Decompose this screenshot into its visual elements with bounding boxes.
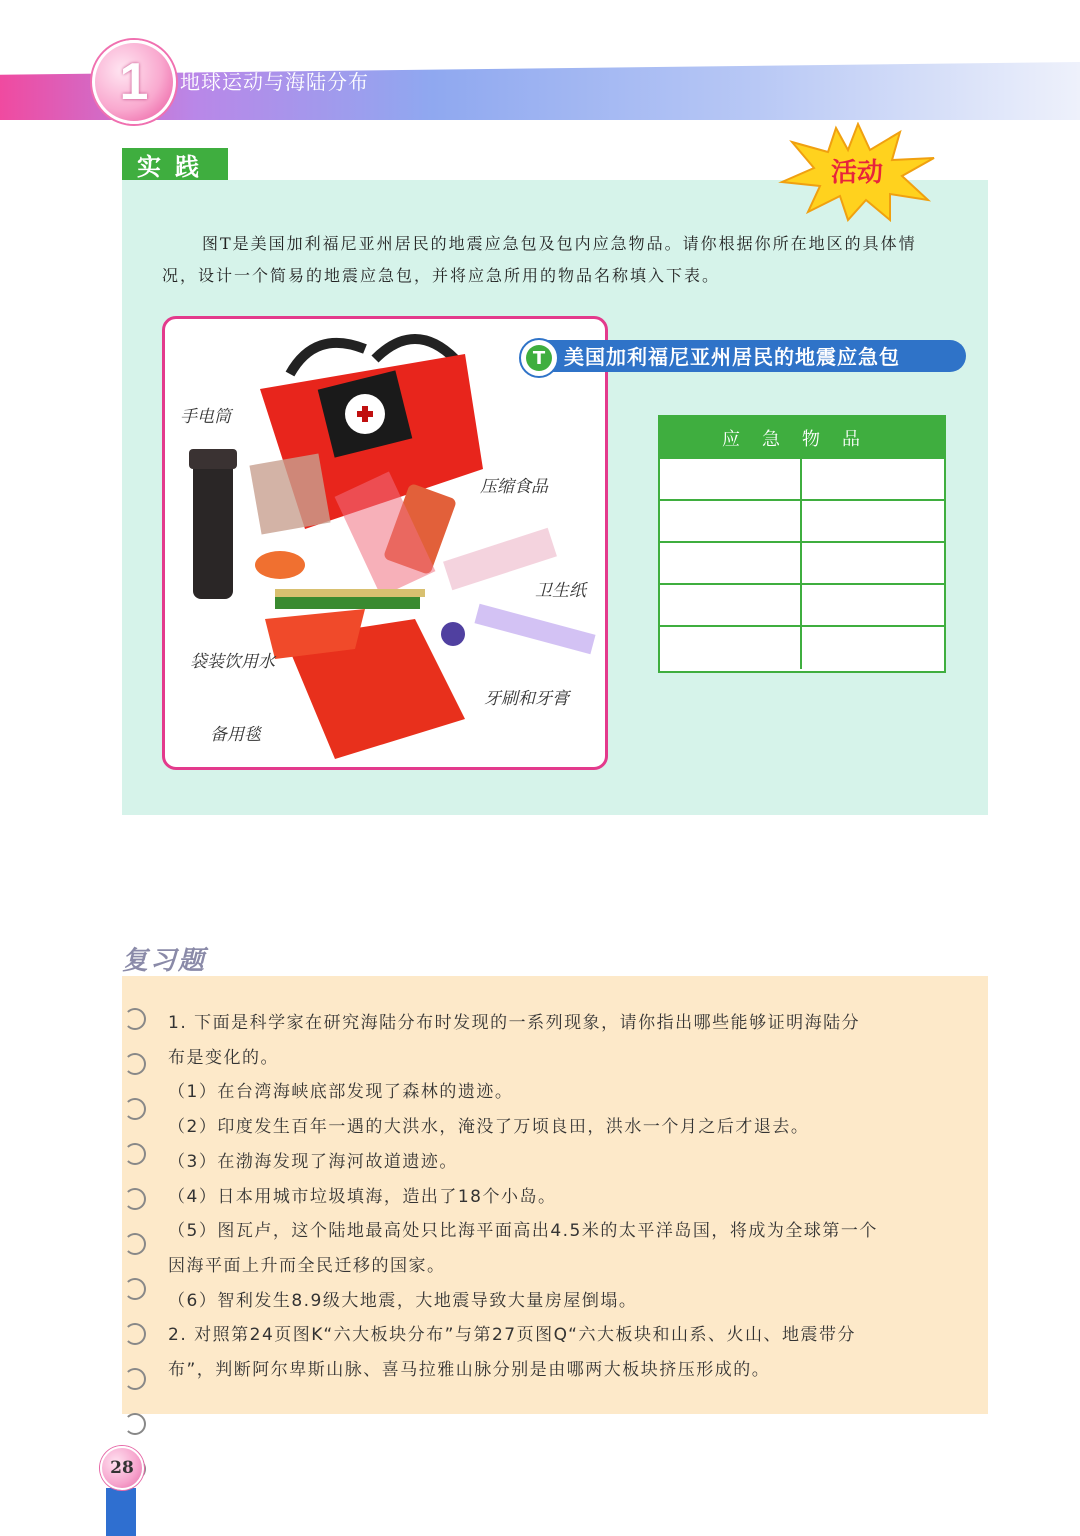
table-cell[interactable] [660, 459, 802, 501]
review-line: （1）在台湾海峡底部发现了森林的遗迹。 [168, 1082, 514, 1103]
table-cell[interactable] [660, 543, 802, 585]
review-questions [168, 1006, 958, 1388]
table-cell[interactable] [660, 501, 802, 543]
review-line: 1. 下面是科学家在研究海陆分布时发现的一系列现象，请你指出哪些能够证明海陆分 [168, 1013, 861, 1033]
table-cell[interactable] [802, 627, 944, 669]
ring-icon [124, 1413, 146, 1435]
page-number-bar [106, 1488, 136, 1536]
ring-icon [124, 1053, 146, 1075]
table-cell[interactable] [660, 585, 802, 627]
label-toothbrush: 牙刷和牙膏 [484, 689, 569, 709]
review-line: 布”，判断阿尔卑斯山脉、喜马拉雅山脉分别是由哪两大板块挤压形成的。 [168, 1360, 771, 1381]
review-line: （5）图瓦卢，这个陆地最高处只比海平面高出4.5米的太平洋岛国，将成为全球第一个 [168, 1221, 878, 1242]
ring-icon [124, 1368, 146, 1390]
figure-title: 美国加利福尼亚州居民的地震应急包 [564, 345, 900, 369]
review-line: （6）智利发生8.9级大地震，大地震导致大量房屋倒塌。 [168, 1290, 638, 1311]
ring-icon [124, 1278, 146, 1300]
review-line: （4）日本用城市垃圾填海，造出了18个小岛。 [168, 1186, 557, 1207]
label-bagged-water: 袋装饮用水 [190, 652, 275, 672]
table-cell[interactable] [802, 501, 944, 543]
ring-icon [124, 1143, 146, 1165]
label-toilet-paper: 卫生纸 [535, 581, 586, 601]
activity-label: 活动 [830, 158, 883, 188]
chapter-number-badge [92, 40, 176, 124]
ring-icon [124, 1098, 146, 1120]
practice-intro-text: 图T是美国加利福尼亚州居民的地震应急包及包内应急物品。请你根据你所在地区的具体情况，设计一个简易的地震应急包，并将应急所用的物品名称填入下表。 [162, 234, 917, 285]
review-line: 布是变化的。 [168, 1047, 279, 1068]
ring-icon [124, 1323, 146, 1345]
emergency-items-table [658, 415, 946, 673]
chapter-number: 1 [119, 53, 149, 111]
ring-icon [124, 1188, 146, 1210]
review-line: 2. 对照第24页图K“六大板块分布”与第27页图Q“六大板块和山系、火山、地震带分 [168, 1325, 856, 1346]
figure-letter-badge [519, 338, 559, 378]
table-cell[interactable] [802, 543, 944, 585]
table-cell[interactable] [802, 585, 944, 627]
review-line: （3）在渤海发现了海河故道遗迹。 [168, 1151, 458, 1172]
ring-icon [124, 1008, 146, 1030]
review-line: 因海平面上升而全民迁移的国家。 [168, 1255, 446, 1276]
table-cell[interactable] [802, 459, 944, 501]
practice-tab: 实践 [122, 148, 228, 180]
binder-rings [124, 1008, 146, 1480]
table-header: 应急物品 [660, 417, 944, 459]
table-cell[interactable] [660, 627, 802, 669]
chapter-title: 地球运动与海陆分布 [180, 70, 369, 94]
label-flashlight: 手电筒 [180, 407, 231, 427]
figure-letter: T [526, 345, 552, 371]
ring-icon [124, 1233, 146, 1255]
review-line: （2）印度发生百年一遇的大洪水，淹没了万顷良田，洪水一个月之后才退去。 [168, 1117, 810, 1138]
label-compressed-food: 压缩食品 [480, 477, 548, 497]
label-blanket: 备用毯 [210, 725, 261, 745]
review-title: 复习题 [122, 946, 207, 976]
page-number: 28 [100, 1446, 144, 1490]
